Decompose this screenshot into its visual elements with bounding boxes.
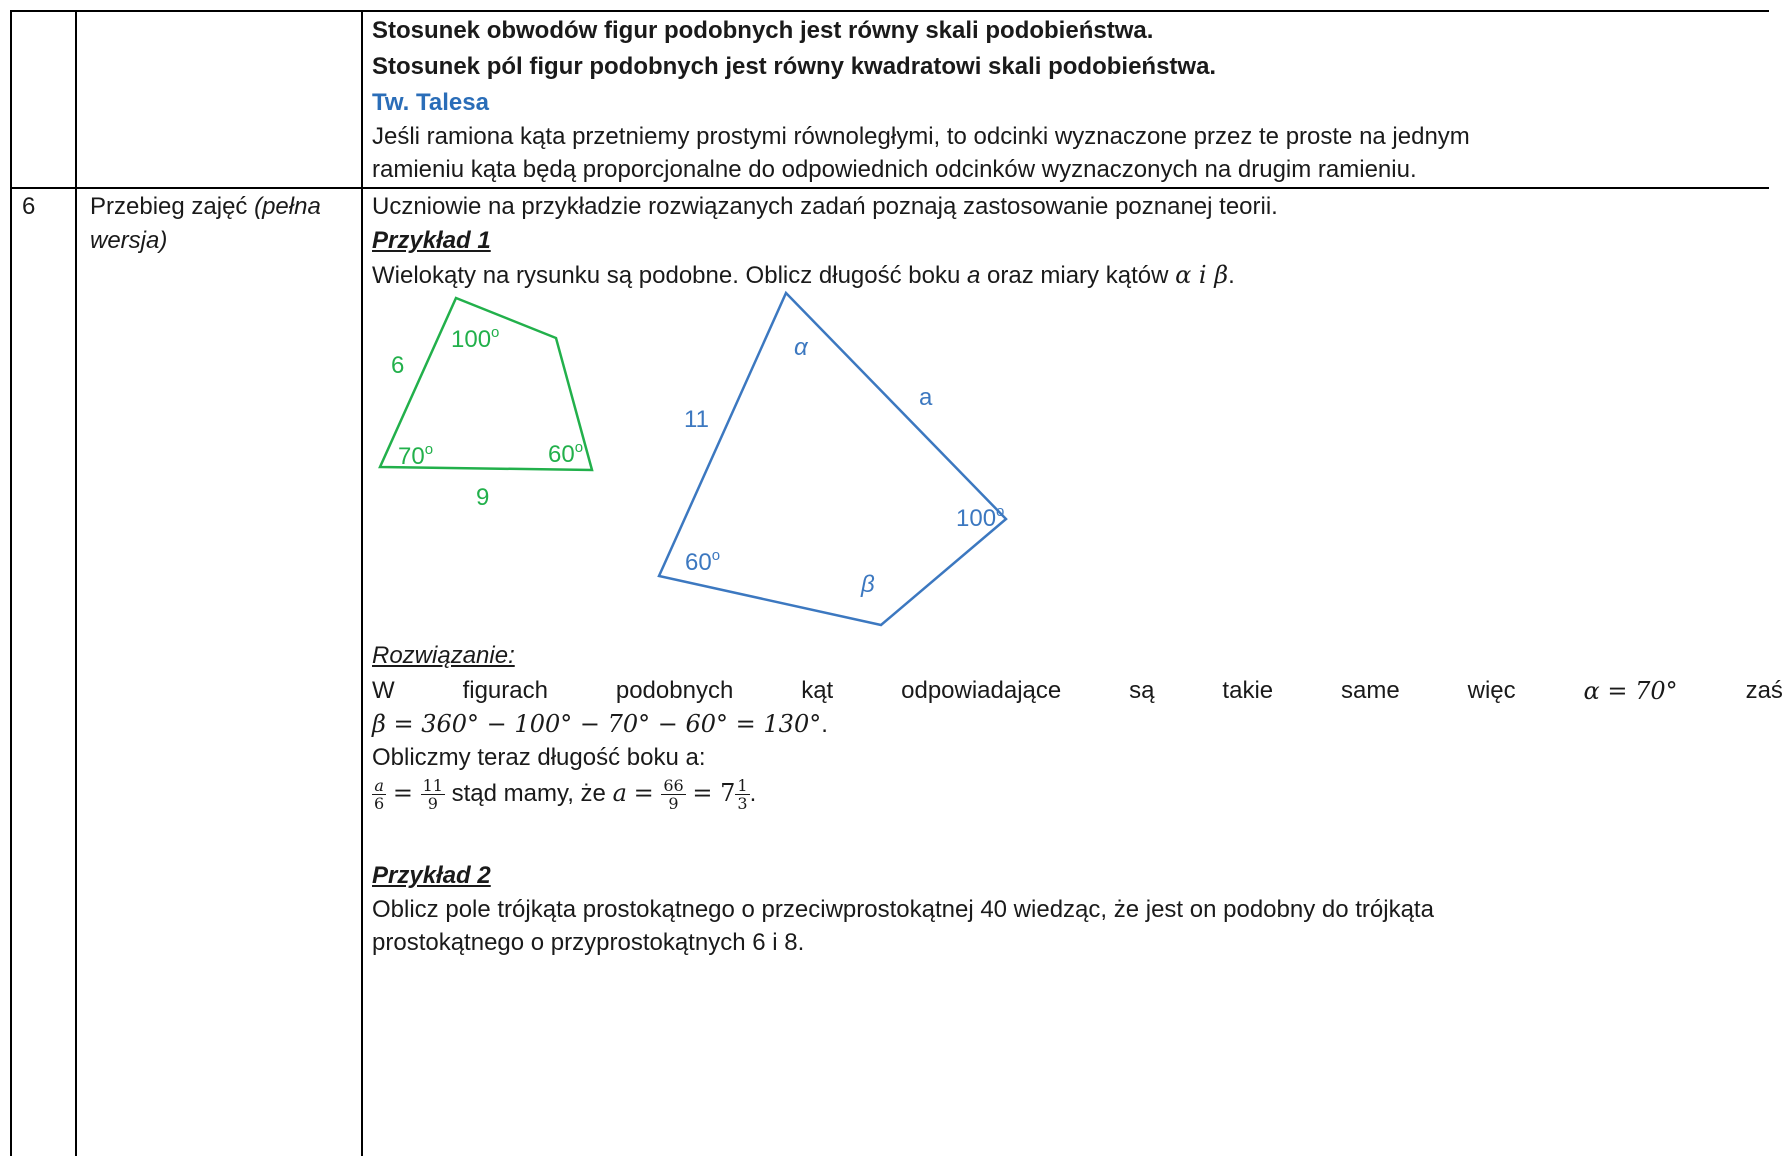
fraction-denominator: 9 — [668, 794, 679, 814]
compute-line: Obliczmy teraz długość boku a: — [372, 744, 706, 771]
degree-mark: o — [491, 324, 500, 341]
solution-word: są — [1129, 677, 1155, 704]
mixed-number-whole: 7 — [720, 779, 736, 807]
solution-word: kąt — [801, 677, 834, 704]
large-side-left-label: 11 — [684, 406, 709, 433]
equals-sign: = — [633, 779, 662, 807]
example-1-title: Przykład 1 — [372, 227, 491, 254]
fraction-denominator: 3 — [737, 794, 748, 814]
solution-word: W — [372, 677, 395, 704]
row-label-italic: (pełna — [254, 193, 321, 220]
small-angle-top-label — [451, 324, 499, 353]
large-quadrilateral — [659, 293, 1006, 625]
solution-word: figurach — [462, 677, 548, 704]
degree-mark: o — [424, 441, 434, 458]
large-side-right-label: a — [919, 384, 933, 411]
large-angle-right-value: 100 — [956, 505, 997, 532]
fraction-denominator: 6 — [374, 794, 385, 814]
example-2-line-2: prostokątnego o przyprostokątnych 6 i 8. — [372, 929, 805, 956]
thales-statement-line-1: Jeśli ramiona kąta przetniemy prostymi równoległymi, to odcinki wyznaczone przez te proste na jednym — [372, 123, 1470, 150]
solution-word: takie — [1222, 677, 1274, 704]
solution-line-1 — [372, 676, 1783, 706]
small-angle-bl-value: 70 — [398, 443, 425, 470]
task-variable: a — [967, 262, 981, 289]
fraction-denominator: 9 — [427, 794, 438, 814]
row-label-line-2: wersja) — [90, 227, 168, 254]
result-variable: a — [612, 779, 627, 807]
example-2-line-1: Oblicz pole trójkąta prostokątnego o przeciwprostokątnej 40 wiedząc, że jest on podobny do trójkąta — [372, 896, 1434, 923]
small-angle-bottom-left-label — [398, 441, 433, 470]
solution-line-2 — [372, 709, 828, 740]
proportion-line — [372, 773, 756, 814]
fraction-numerator: 66 — [663, 776, 684, 796]
task-text: Wielokąty na rysunku są podobne. Oblicz długość boku — [372, 262, 967, 289]
fraction-numerator: 1 — [737, 776, 748, 796]
large-angle-bl-value: 60 — [685, 549, 712, 576]
solution-word: więc — [1467, 677, 1516, 704]
fraction-66-over-9 — [661, 777, 685, 812]
small-angle-bottom-right-label — [548, 439, 583, 468]
small-angle-top-value: 100 — [451, 326, 492, 353]
large-angle-top-label: α — [794, 334, 808, 361]
degree-mark: o — [574, 439, 584, 456]
thales-theorem-heading: Tw. Talesa — [372, 89, 489, 116]
similar-areas-statement: Stosunek pól figur podobnych jest równy kwadratowi skali podobieństwa. — [372, 53, 1217, 80]
fraction-a-over-6 — [372, 777, 386, 812]
solution-label: Rozwiązanie: — [372, 642, 515, 669]
solution-beta-end: . — [821, 711, 828, 738]
proportion-mid-text: stąd mamy, że — [444, 780, 613, 807]
large-angle-bottom-left-label — [685, 547, 720, 576]
task-angles: α i β — [1175, 261, 1229, 289]
fraction-numerator: a — [372, 777, 386, 795]
equals-sign: = — [392, 779, 421, 807]
degree-mark: o — [996, 503, 1005, 520]
small-side-bottom-label: 9 — [476, 484, 490, 511]
thales-statement-line-2: ramieniu kąta będą proporcjonalne do odpowiednich odcinków wyznaczonych na drugim ramieniu. — [372, 156, 1417, 183]
row-number: 6 — [22, 193, 36, 220]
solution-word: podobnych — [615, 677, 734, 704]
task-mid: oraz miary kątów — [980, 262, 1176, 289]
solution-word: same — [1341, 677, 1400, 704]
equals-sign: = — [692, 779, 721, 807]
task-end: . — [1228, 262, 1235, 289]
intro-text: Uczniowie na przykładzie rozwiązanych zadań poznają zastosowanie poznanej teorii. — [372, 193, 1278, 220]
small-side-left-label: 6 — [391, 352, 405, 379]
similar-perimeters-statement: Stosunek obwodów figur podobnych jest równy skali podobieństwa. — [372, 17, 1154, 44]
solution-alpha: α = 70° — [1583, 677, 1678, 705]
large-angle-bottom-label: β — [861, 571, 875, 598]
small-angle-br-value: 60 — [548, 441, 575, 468]
solution-word: odpowiadające — [901, 677, 1062, 704]
row-label-plain: Przebieg zajęć — [90, 193, 255, 220]
degree-mark: o — [711, 547, 721, 564]
result-end: . — [749, 780, 757, 807]
small-quadrilateral — [380, 298, 592, 511]
example-2-title: Przykład 2 — [372, 862, 491, 889]
fraction-1-over-3 — [735, 777, 749, 812]
solution-tail: zaś — [1745, 677, 1783, 704]
fraction-numerator: 11 — [422, 776, 443, 796]
fraction-11-over-9 — [421, 777, 445, 812]
solution-beta: β = 360° − 100° − 70° − 60° = 130° — [372, 710, 822, 738]
